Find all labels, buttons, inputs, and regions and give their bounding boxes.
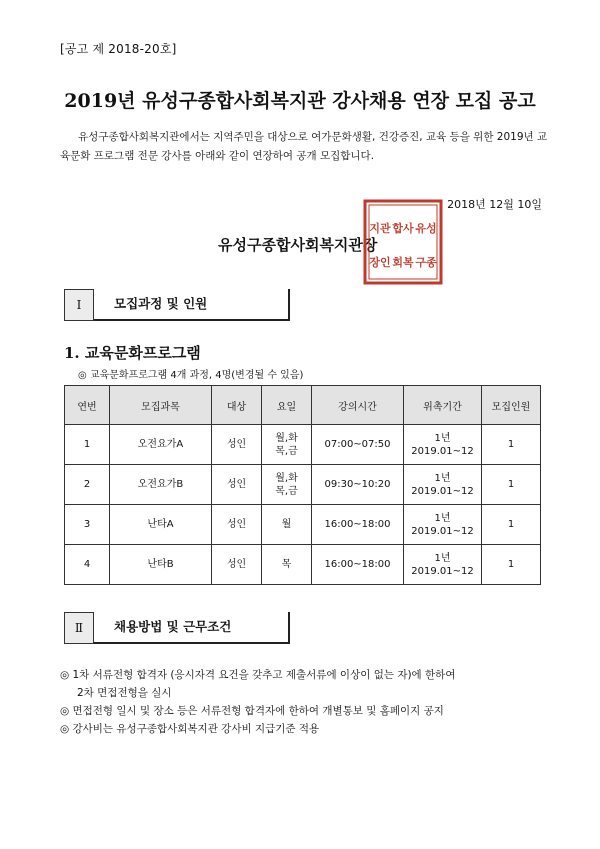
cell-day: 월: [262, 505, 312, 545]
cell-term-line2: 2019.01~12: [411, 525, 474, 537]
conditions-list: [60, 666, 455, 738]
cell-term: [404, 545, 482, 585]
cell-target: 성인: [212, 505, 262, 545]
cell-term-line2: 2019.01~12: [411, 445, 474, 457]
issuer-name: 유성구종합사회복지관장: [218, 236, 378, 254]
section-1-number: Ⅰ: [64, 289, 94, 321]
header-term: 위촉기간: [404, 386, 482, 425]
cell-subject: 난타B: [110, 545, 212, 585]
cell-term-line1: 1년: [434, 432, 451, 444]
seal-glyph: 합사: [392, 222, 414, 235]
cell-day-line2: 목,금: [275, 485, 298, 497]
cell-term-line1: 1년: [434, 552, 451, 564]
cell-day: 목: [262, 545, 312, 585]
cell-time: 07:00~07:50: [312, 425, 404, 465]
header-day: 요일: [262, 386, 312, 425]
header-no: 연번: [65, 386, 110, 425]
notice-date: 2018년 12월 10일: [447, 198, 542, 211]
section-1-shadow-bottom: [94, 319, 290, 321]
cell-target: 성인: [212, 425, 262, 465]
cell-time: 16:00~18:00: [312, 505, 404, 545]
table-row: [65, 505, 541, 545]
table-row: [65, 425, 541, 465]
table-row: [65, 545, 541, 585]
header-subject: 모집과목: [110, 386, 212, 425]
subsection-title: 1. 교육문화프로그램: [64, 344, 201, 362]
cell-count: 1: [482, 465, 541, 505]
cell-term-line1: 1년: [434, 472, 451, 484]
seal-glyph: 장인: [369, 256, 391, 269]
table-header-row: [65, 386, 541, 425]
cell-subject: 오전요가B: [110, 465, 212, 505]
program-table: [64, 385, 541, 585]
cell-count: 1: [482, 505, 541, 545]
section-2-shadow-right: [288, 612, 290, 644]
cell-subject: 난타A: [110, 505, 212, 545]
cell-term-line2: 2019.01~12: [411, 485, 474, 497]
section-1-heading: [64, 289, 292, 321]
intro-paragraph: 유성구종합사회복지관에서는 지역주민을 대상으로 여가문화생활, 건강증진, 교육 등을 위한 2019년 교육문화 프로그램 전문 강사를 아래와 같이 연장하여 공개 모집합니다.: [60, 131, 548, 162]
cell-no: 2: [65, 465, 110, 505]
cell-day-line1: 월,화: [275, 432, 298, 444]
cell-term: [404, 425, 482, 465]
notice-number: [공고 제 2018-20호]: [60, 42, 177, 56]
cell-count: 1: [482, 545, 541, 585]
official-seal-icon: [362, 198, 444, 286]
cell-day: [262, 425, 312, 465]
list-item: ◎ 면접전형 일시 및 장소 등은 서류전형 합격자에 한하여 개별통보 및 홈페이지 공지: [60, 705, 444, 717]
table-row: [65, 465, 541, 505]
cell-term: [404, 465, 482, 505]
cell-no: 1: [65, 425, 110, 465]
cell-term: [404, 505, 482, 545]
section-2-label: 채용방법 및 근무조건: [114, 619, 232, 634]
section-2-heading: [64, 612, 292, 644]
cell-target: 성인: [212, 465, 262, 505]
subsection-note: ◎ 교육문화프로그램 4개 과정, 4명(변경될 수 있음): [78, 370, 304, 381]
header-target: 대상: [212, 386, 262, 425]
list-item-continuation: 2차 면접전형을 실시: [77, 687, 172, 699]
seal-glyph: 유성: [415, 222, 437, 235]
section-1-shadow-right: [288, 289, 290, 321]
page-title: 2019년 유성구종합사회복지관 강사채용 연장 모집 공고: [64, 90, 536, 112]
cell-subject: 오전요가A: [110, 425, 212, 465]
list-item: ◎ 1차 서류전형 합격자 (응시자격 요건을 갖추고 제출서류에 이상이 없는 자)에 한하여: [60, 669, 456, 681]
cell-no: 4: [65, 545, 110, 585]
cell-term-line1: 1년: [434, 512, 451, 524]
section-1-label: 모집과정 및 인원: [114, 296, 208, 311]
seal-glyph: 구종: [415, 256, 437, 269]
section-2-number: Ⅱ: [64, 612, 94, 644]
cell-day-line1: 월,화: [275, 472, 298, 484]
cell-no: 3: [65, 505, 110, 545]
seal-glyph: 회복: [392, 256, 414, 269]
cell-time: 16:00~18:00: [312, 545, 404, 585]
seal-glyph: 지관: [369, 222, 391, 235]
cell-count: 1: [482, 425, 541, 465]
header-count: 모집인원: [482, 386, 541, 425]
cell-day: [262, 465, 312, 505]
header-time: 강의시간: [312, 386, 404, 425]
cell-time: 09:30~10:20: [312, 465, 404, 505]
list-item: ◎ 강사비는 유성구종합사회복지관 강사비 지급기준 적용: [60, 723, 320, 735]
section-2-shadow-bottom: [94, 642, 290, 644]
cell-term-line2: 2019.01~12: [411, 565, 474, 577]
cell-day-line2: 목,금: [275, 445, 298, 457]
cell-target: 성인: [212, 545, 262, 585]
